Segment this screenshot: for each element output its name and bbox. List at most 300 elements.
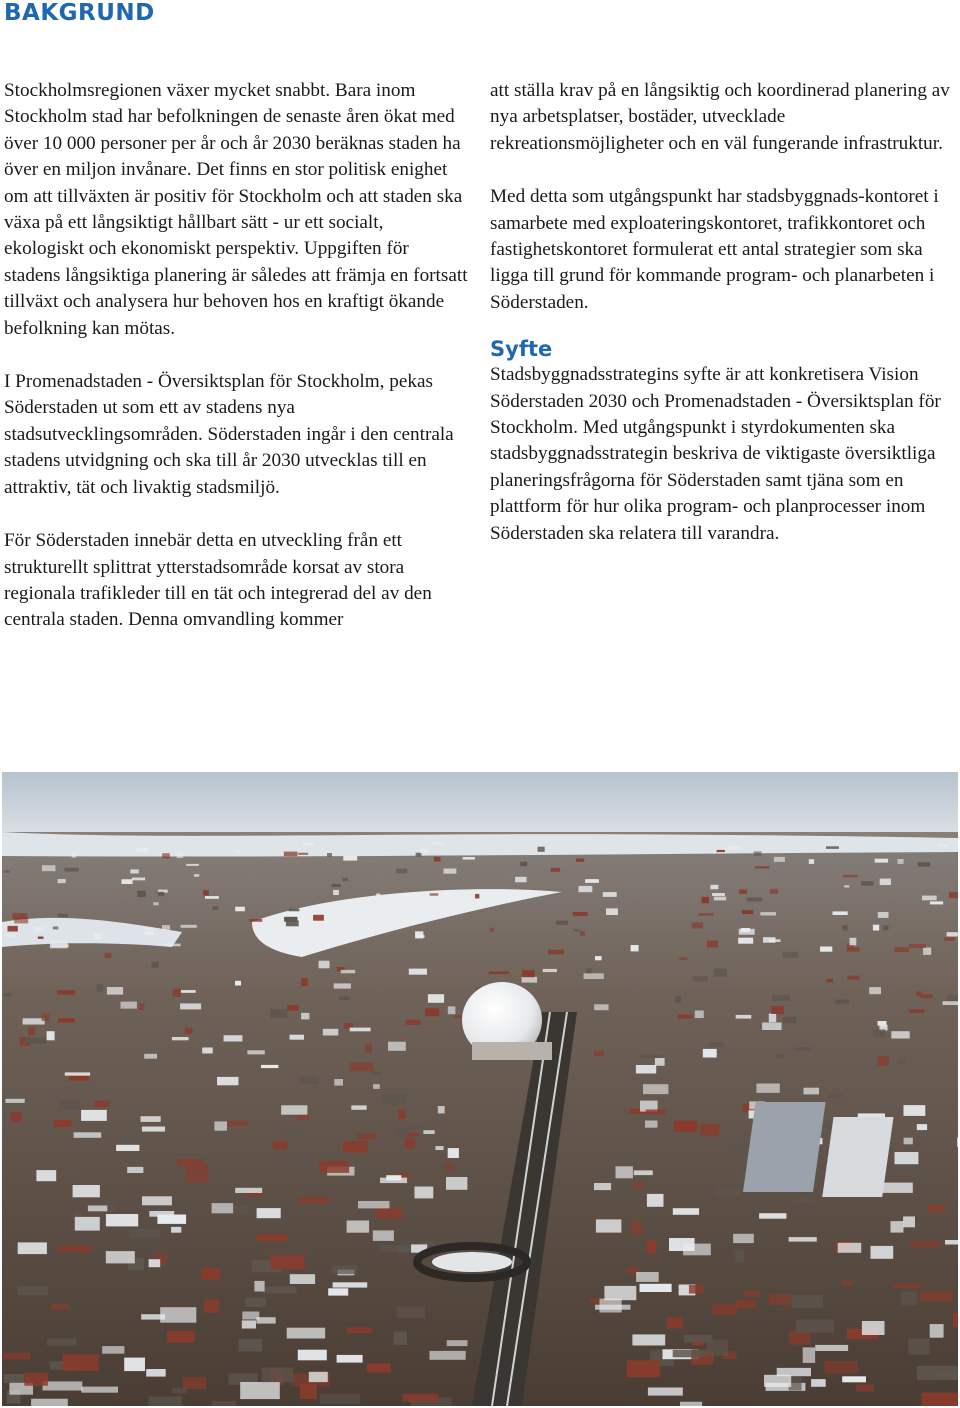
building-roof — [579, 886, 593, 892]
building-roof — [342, 878, 348, 881]
building-roof — [641, 1055, 663, 1058]
building-roof — [289, 909, 300, 912]
building-roof — [647, 1194, 664, 1207]
building-roof — [919, 1291, 953, 1302]
building-roof — [891, 1221, 904, 1233]
building-roof — [42, 865, 56, 871]
building-roof — [764, 1375, 791, 1387]
building-roof — [23, 1018, 45, 1024]
building-roof — [627, 1360, 660, 1377]
building-roof — [908, 1339, 929, 1355]
building-roof — [183, 1377, 207, 1389]
building-roof — [303, 842, 313, 845]
building-roof — [204, 1300, 219, 1313]
building-roof — [675, 996, 681, 1003]
building-roof — [8, 926, 18, 932]
building-roof — [358, 1201, 390, 1208]
building-roof — [714, 897, 726, 901]
building-roof — [376, 894, 380, 899]
building-roof — [826, 846, 839, 849]
building-roof — [160, 1307, 196, 1323]
building-roof — [121, 1002, 137, 1009]
building-roof — [909, 1009, 925, 1013]
building-roof — [573, 912, 588, 916]
building-roof — [287, 1328, 325, 1339]
building-roof — [727, 846, 740, 849]
building-roof — [922, 1393, 958, 1407]
building-roof — [710, 885, 718, 890]
building-roof — [430, 1351, 466, 1360]
building-roof — [372, 1072, 382, 1075]
building-roof — [595, 956, 602, 960]
building-roof — [833, 911, 848, 915]
building-roof — [94, 1101, 109, 1107]
building-roof — [717, 850, 725, 852]
building-roof — [770, 889, 778, 894]
building-roof — [298, 1350, 327, 1361]
building-roof — [714, 969, 728, 977]
building-roof — [74, 1132, 102, 1138]
building-roof — [24, 1373, 48, 1386]
building-roof — [850, 938, 857, 946]
building-roof — [290, 1274, 315, 1284]
building-roof — [320, 1394, 360, 1404]
building-roof — [490, 928, 495, 932]
right-text-column — [490, 78, 956, 574]
building-roof — [930, 1324, 944, 1338]
building-roof — [742, 910, 753, 914]
building-roof — [789, 1331, 810, 1345]
building-roof — [181, 990, 196, 993]
building-roof — [284, 852, 298, 857]
building-roof — [738, 938, 753, 944]
building-roof — [242, 1312, 259, 1320]
building-roof — [343, 1141, 368, 1152]
building-roof — [31, 1399, 68, 1406]
building-roof — [585, 879, 599, 883]
building-roof — [249, 919, 262, 922]
building-roof — [548, 950, 564, 955]
building-roof — [287, 1005, 299, 1011]
building-roof — [747, 898, 762, 902]
building-roof — [706, 1340, 728, 1356]
building-roof — [351, 1105, 366, 1109]
building-roof — [94, 933, 101, 939]
building-roof — [383, 1094, 406, 1105]
building-roof — [953, 1313, 958, 1326]
building-roof — [347, 1327, 372, 1333]
building-roof — [871, 1246, 894, 1259]
building-roof — [880, 879, 891, 885]
building-roof — [600, 1299, 622, 1313]
building-roof — [828, 1094, 844, 1098]
building-roof — [167, 1331, 194, 1343]
building-roof — [162, 925, 170, 930]
building-roof — [733, 1234, 754, 1243]
building-roof — [299, 1077, 318, 1084]
building-roof — [386, 1175, 401, 1180]
building-roof — [574, 929, 580, 932]
building-roof — [212, 1401, 236, 1406]
building-roof — [739, 929, 755, 935]
building-roof — [707, 941, 718, 948]
building-roof — [394, 1332, 407, 1345]
building-roof — [334, 983, 351, 988]
building-roof — [783, 952, 799, 958]
building-roof — [247, 1050, 264, 1054]
building-roof — [580, 931, 585, 936]
building-roof — [922, 896, 937, 901]
building-roof — [337, 1355, 363, 1363]
building-roof — [594, 1004, 608, 1010]
building-roof — [286, 1128, 302, 1136]
building-roof — [323, 1029, 339, 1036]
building-roof — [270, 1255, 305, 1269]
building-roof — [904, 1138, 913, 1145]
building-roof — [918, 862, 930, 866]
building-roof — [212, 1203, 234, 1213]
building-roof — [882, 1183, 912, 1193]
building-roof — [594, 1183, 611, 1190]
building-roof — [328, 1288, 348, 1295]
building-roof — [446, 1177, 467, 1190]
building-roof — [847, 976, 859, 980]
building-roof — [333, 890, 339, 895]
building-roof — [436, 900, 449, 902]
building-roof — [943, 1001, 958, 1005]
building-roof — [333, 1282, 368, 1287]
building-roof — [631, 1222, 643, 1235]
building-roof — [803, 1347, 815, 1363]
building-roof — [284, 917, 297, 922]
building-roof — [38, 937, 44, 939]
building-roof — [313, 915, 324, 921]
building-roof — [185, 1165, 209, 1177]
building-roof — [903, 1216, 915, 1227]
building-roof — [398, 1110, 405, 1120]
building-roof — [224, 1035, 243, 1041]
building-roof — [273, 1141, 288, 1149]
building-roof — [673, 1208, 699, 1215]
building-roof — [124, 1358, 145, 1372]
building-roof — [862, 1321, 885, 1335]
building-roof — [142, 1196, 172, 1205]
building-roof — [783, 1017, 796, 1023]
building-roof — [3, 1353, 31, 1360]
building-roof — [909, 944, 926, 948]
building-roof — [678, 1015, 693, 1019]
building-roof — [373, 1230, 394, 1241]
building-roof — [227, 1121, 248, 1126]
building-roof — [88, 1206, 107, 1212]
building-roof — [643, 1084, 668, 1094]
building-roof — [836, 1000, 850, 1004]
building-roof — [202, 1268, 220, 1280]
building-roof — [257, 1234, 287, 1241]
building-roof — [47, 1031, 55, 1040]
building-roof — [604, 1286, 636, 1300]
building-roof — [811, 1379, 826, 1387]
building-roof — [130, 1229, 160, 1238]
building-roof — [58, 879, 66, 883]
building-roof — [57, 990, 75, 994]
building-roof — [878, 1056, 889, 1066]
building-roof — [284, 1156, 310, 1166]
building-roof — [65, 868, 79, 872]
building-roof — [137, 891, 146, 897]
building-roof — [891, 1031, 909, 1038]
building-roof — [744, 1291, 759, 1297]
building-roof — [594, 1050, 605, 1056]
building-roof — [930, 901, 943, 904]
building-roof — [53, 927, 59, 930]
building-roof — [42, 1014, 50, 1021]
building-roof — [181, 925, 197, 928]
building-roof — [185, 1028, 193, 1034]
building-roof — [139, 1004, 145, 1011]
building-roof — [631, 945, 639, 951]
building-roof — [596, 1219, 622, 1232]
building-roof — [165, 944, 181, 947]
building-roof — [910, 1240, 940, 1248]
building-roof — [116, 1145, 139, 1151]
building-roof — [301, 1013, 309, 1020]
building-roof — [815, 1345, 848, 1351]
building-roof — [949, 892, 958, 898]
building-roof — [693, 976, 708, 981]
building-roof — [358, 1134, 377, 1140]
building-roof — [11, 1112, 21, 1122]
building-roof — [406, 1020, 421, 1025]
building-roof — [445, 1162, 453, 1171]
building-roof — [186, 1178, 207, 1183]
building-roof — [54, 1120, 71, 1127]
building-roof — [153, 902, 159, 905]
building-roof — [894, 947, 909, 952]
building-roof — [756, 1084, 779, 1093]
building-roof — [34, 927, 45, 932]
building-roof — [240, 1382, 280, 1399]
building-roof — [843, 875, 858, 878]
building-roof — [648, 1388, 683, 1396]
building-roof — [945, 1240, 958, 1245]
building-roof — [205, 896, 219, 899]
building-roof — [759, 1213, 786, 1219]
building-roof — [869, 987, 881, 994]
building-roof — [301, 978, 307, 986]
building-roof — [67, 1172, 81, 1178]
building-roof — [703, 1049, 717, 1058]
building-roof — [52, 944, 69, 947]
building-roof — [257, 1208, 281, 1218]
building-roof — [270, 1009, 287, 1018]
building-roof — [254, 1281, 264, 1292]
building-roof — [893, 1283, 921, 1288]
building-roof — [343, 856, 357, 861]
building-roof — [576, 859, 584, 862]
building-roof — [17, 1286, 48, 1295]
building-roof — [636, 1065, 656, 1074]
building-roof — [331, 884, 341, 887]
paragraph: Stadsbyggnadsstrategins syfte är att konkretisera Vision Söderstaden 2030 och Promenadstaden - Översiktsplan för Stockholm. Med utgångspunkt i styrdokumenten ska stadsbyggnadsstrategin beskriva de viktigaste översiktliga planeringsfrågorna för Söderstaden samt tjäna som en plattform för hur olika program- och planprocesser inom Söderstaden ska relatera till varandra. — [490, 364, 941, 544]
building-roof — [245, 1297, 266, 1307]
building-roof — [695, 1011, 704, 1019]
building-roof — [106, 1214, 138, 1226]
building-roof — [43, 1381, 83, 1390]
building-roof — [842, 925, 848, 930]
building-roof — [425, 1008, 439, 1016]
building-roof — [769, 1295, 792, 1306]
building-roof — [239, 1339, 263, 1351]
building-roof — [820, 947, 832, 952]
building-roof — [448, 1148, 459, 1158]
building-roof — [235, 1188, 262, 1193]
building-roof — [106, 1251, 135, 1263]
building-roof — [143, 928, 153, 931]
building-roof — [861, 881, 874, 886]
building-roof — [923, 948, 931, 955]
building-roof — [367, 1363, 391, 1372]
building-roof — [754, 851, 762, 856]
building-roof — [760, 912, 776, 915]
building-roof — [142, 1127, 165, 1132]
building-roof — [520, 862, 527, 866]
building-roof — [347, 1221, 370, 1233]
building-roof — [319, 961, 330, 969]
building-roof — [317, 924, 323, 928]
building-roof — [136, 848, 149, 852]
building-roof — [4, 993, 12, 997]
building-roof — [130, 869, 139, 873]
building-roof — [895, 1152, 919, 1164]
building-roof — [640, 1284, 672, 1292]
building-roof — [81, 1387, 118, 1393]
building-roof — [298, 853, 308, 855]
building-roof — [242, 1320, 256, 1328]
building-roof — [847, 948, 860, 952]
building-roof — [332, 1265, 358, 1274]
building-roof — [373, 1084, 380, 1089]
building-roof — [825, 1361, 858, 1374]
aerial-city-photo — [2, 772, 958, 1406]
building-roof — [933, 1371, 958, 1379]
building-roof — [376, 1207, 403, 1219]
building-roof — [158, 892, 165, 896]
page-heading: BAKGRUND — [4, 0, 155, 26]
building-roof — [290, 1035, 305, 1040]
building-roof — [350, 1028, 371, 1032]
building-roof — [36, 1170, 56, 1181]
building-roof — [683, 1244, 711, 1256]
building-roof — [420, 849, 428, 853]
building-roof — [102, 1346, 124, 1354]
building-roof — [551, 868, 560, 872]
building-roof — [655, 1058, 665, 1066]
building-roof — [75, 1217, 100, 1231]
building-roof — [434, 857, 441, 862]
building-roof — [929, 1205, 946, 1212]
building-roof — [444, 869, 457, 874]
building-roof — [709, 1042, 723, 1047]
building-roof — [795, 1198, 814, 1203]
building-roof — [957, 1137, 958, 1147]
building-roof — [453, 1015, 463, 1018]
building-roof — [646, 1109, 666, 1114]
building-roof — [674, 1121, 698, 1132]
building-roof — [214, 1121, 227, 1130]
building-roof — [47, 1338, 77, 1345]
building-roof — [673, 1350, 707, 1357]
building-roof — [203, 890, 209, 895]
building-roof — [873, 1029, 885, 1037]
building-roof — [300, 1384, 317, 1399]
building-roof — [755, 866, 770, 868]
building-roof — [18, 1242, 47, 1254]
building-roof — [438, 1106, 445, 1113]
building-roof — [171, 1227, 181, 1233]
building-roof — [772, 995, 790, 1001]
building-roof — [556, 921, 568, 925]
building-roof — [901, 1291, 918, 1305]
building-roof — [917, 1124, 927, 1130]
building-roof — [149, 1396, 182, 1406]
building-roof — [739, 890, 747, 894]
building-roof — [875, 859, 888, 863]
building-roof — [702, 897, 709, 903]
building-roof — [842, 1281, 854, 1286]
building-roof — [680, 1402, 702, 1406]
building-roof — [796, 1047, 811, 1051]
building-roof — [235, 907, 245, 912]
building-roof — [194, 874, 199, 877]
building-roof — [415, 1187, 434, 1199]
building-roof — [58, 1018, 75, 1022]
building-roof — [217, 1077, 239, 1085]
building-roof — [180, 1003, 201, 1009]
building-roof — [826, 979, 833, 983]
building-roof — [319, 1161, 349, 1173]
building-roof — [717, 1187, 740, 1196]
building-roof — [334, 1079, 343, 1086]
building-roof — [689, 1285, 704, 1294]
building-roof — [177, 852, 184, 858]
building-roof — [701, 1124, 720, 1136]
paragraph: I Promenadstaden - Översiktsplan för Stockholm, pekas Söderstaden ut som ett av stadens nya stadsutvecklingsområden. Söderstaden ingår i den centrala stadens utvidgning och ska till år 2030 utvecklas till en attraktiv, tät och livaktig stadsmiljö. — [4, 371, 454, 498]
building-roof — [144, 1054, 157, 1059]
building-roof — [713, 1305, 737, 1316]
building-roof — [603, 892, 617, 897]
building-roof — [63, 1354, 99, 1371]
building-roof — [769, 939, 781, 942]
building-roof — [543, 969, 557, 972]
building-roof — [804, 1088, 820, 1095]
paragraph: Stockholmsregionen växer mycket snabbt. Bara inom Stockholm stad har befolkningen de senaste åren ökat med över 10 000 personer per år och år 2030 beräknas staden ha över en miljon invånare. Det finns en stor politisk enighet om att tillväxten är positiv för Stockholm och att staden ska växa på ett långsiktigt hållbart sätt - ur ett socialt, ekologiskt och ekonomiskt perspektiv. Uppgiften för stadens långsiktiga planering är således att främja en fortsatt tillväxt och analysera hur behoven hos en kraftigt ökande befolkning kan mötas. — [4, 80, 468, 339]
building-roof — [762, 1023, 782, 1031]
building-roof — [791, 1295, 823, 1308]
building-roof — [898, 1057, 906, 1064]
building-roof — [350, 1062, 374, 1071]
building-roof — [172, 1388, 187, 1394]
building-roof — [777, 1054, 784, 1059]
building-roof — [409, 969, 427, 975]
building-roof — [789, 1237, 817, 1242]
building-roof — [692, 922, 704, 928]
building-roof — [4, 1374, 24, 1383]
building-roof — [202, 1048, 213, 1054]
building-roof — [937, 844, 947, 847]
building-roof — [281, 1105, 307, 1114]
building-roof — [152, 962, 159, 968]
